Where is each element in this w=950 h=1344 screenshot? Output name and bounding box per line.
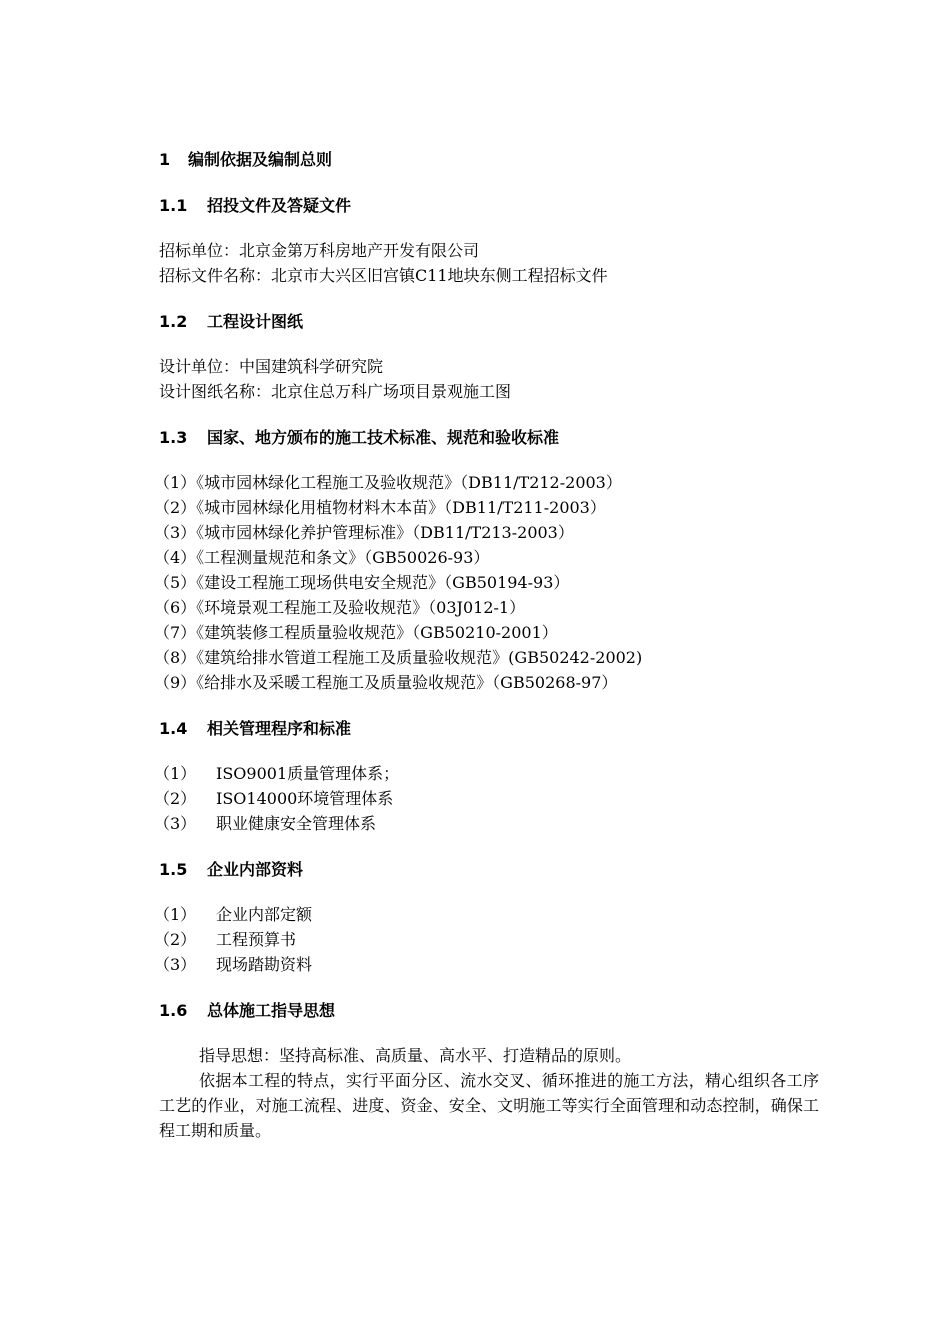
section-1-1-heading — [159, 193, 819, 218]
section-1-2-heading — [159, 309, 819, 334]
list-item — [154, 786, 819, 811]
list-item-number: （2） — [154, 930, 197, 949]
guiding-principle-paragraph: 指导思想：坚持高标准、高质量、高水平、打造精品的原则。 — [199, 1046, 632, 1065]
list-item: （6）《环境景观工程施工及验收规范》（03J012-1） — [154, 598, 526, 617]
list-item — [154, 927, 819, 952]
list-item-number: （1） — [154, 764, 197, 783]
section-number: 1.5 — [159, 860, 188, 879]
internal-materials-list — [154, 902, 819, 977]
section-title: 招投文件及答疑文件 — [207, 196, 352, 215]
list-item — [154, 761, 819, 786]
list-item-number: （1） — [154, 905, 197, 924]
section-number: 1.3 — [159, 428, 188, 447]
section-title: 企业内部资料 — [207, 860, 304, 879]
list-item: （5）《建设工程施工现场供电安全规范》（GB50194-93） — [154, 573, 570, 592]
section-1-5-heading — [159, 857, 819, 882]
list-item: （4）《工程测量规范和条文》（GB50026-93） — [154, 548, 490, 567]
list-item — [154, 902, 819, 927]
section-1-6-body — [159, 1043, 819, 1143]
section-1-2-body — [159, 354, 819, 404]
list-item: （1）《城市园林绿化工程施工及验收规范》（DB11/T212-2003） — [154, 473, 622, 492]
section-title: 相关管理程序和标准 — [207, 719, 352, 738]
list-item — [154, 811, 819, 836]
list-item-text: 工程预算书 — [216, 930, 297, 949]
section-number: 1.2 — [159, 312, 188, 331]
document-body — [154, 147, 819, 1143]
list-item: （7）《建筑装修工程质量验收规范》（GB50210-2001） — [154, 623, 558, 642]
list-item-number: （3） — [154, 814, 197, 833]
section-number: 1.6 — [159, 1001, 188, 1020]
section-1-3-heading — [159, 425, 819, 450]
section-title: 工程设计图纸 — [207, 312, 304, 331]
list-item — [154, 952, 819, 977]
list-item: （9）《给排水及采暖工程施工及质量验收规范》（GB50268-97） — [154, 673, 618, 692]
list-item: （2）《城市园林绿化用植物材料木本苗》（DB11/T211-2003） — [154, 498, 606, 517]
tender-document-name: 招标文件名称：北京市大兴区旧宫镇C11地块东侧工程招标文件 — [159, 266, 608, 285]
list-item: （3）《城市园林绿化养护管理标准》（DB11/T213-2003） — [154, 523, 574, 542]
section-number: 1 — [159, 150, 171, 169]
list-item-text: 现场踏勘资料 — [216, 955, 313, 974]
section-1-heading — [159, 147, 819, 172]
design-unit: 设计单位：中国建筑科学研究院 — [159, 357, 384, 376]
list-item-text: 企业内部定额 — [216, 905, 313, 924]
list-item: （8）《建筑给排水管道工程施工及质量验收规范》(GB50242-2002) — [154, 648, 643, 667]
list-item-number: （3） — [154, 955, 197, 974]
design-drawing-name: 设计图纸名称：北京住总万科广场项目景观施工图 — [159, 382, 512, 401]
list-item-number: （2） — [154, 789, 197, 808]
tender-unit: 招标单位：北京金第万科房地产开发有限公司 — [159, 241, 480, 260]
section-1-1-body — [159, 238, 819, 288]
section-title: 编制依据及编制总则 — [188, 150, 333, 169]
section-number: 1.1 — [159, 196, 188, 215]
section-title: 国家、地方颁布的施工技术标准、规范和验收标准 — [207, 428, 560, 447]
section-number: 1.4 — [159, 719, 188, 738]
section-1-6-heading — [159, 998, 819, 1023]
list-item-text: 职业健康安全管理体系 — [216, 814, 377, 833]
list-item-text: ISO14000环境管理体系 — [216, 789, 394, 808]
construction-method-paragraph: 依据本工程的特点，实行平面分区、流水交叉、循环推进的施工方法，精心组织各工序工艺的作业，对施工流程、进度、资金、安全、文明施工等实行全面管理和动态控制，确保工程工期和质量。 — [159, 1071, 819, 1140]
standards-list — [154, 470, 819, 695]
management-list — [154, 761, 819, 836]
section-1-4-heading — [159, 716, 819, 741]
list-item-text: ISO9001质量管理体系； — [216, 764, 400, 783]
section-title: 总体施工指导思想 — [207, 1001, 336, 1020]
